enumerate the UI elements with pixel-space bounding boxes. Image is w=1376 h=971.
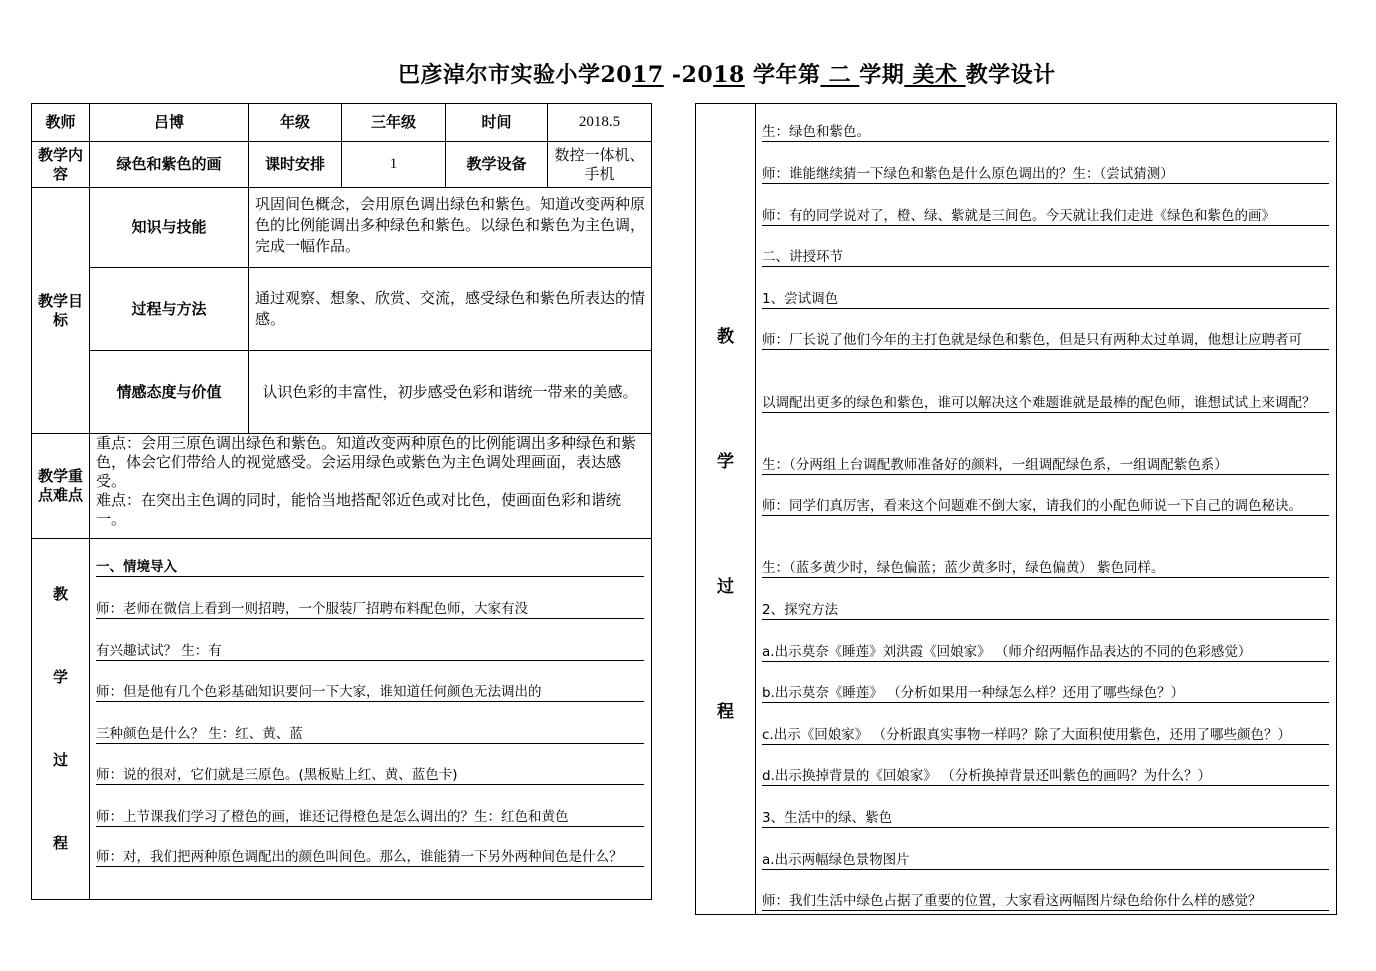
process-method-label: 过程与方法 [90,268,249,351]
keypoints-text [90,434,652,539]
process-label-right: 教 学 过 程 [696,104,756,914]
lesson-plan-table [31,103,652,900]
process-line: 3、生活中的绿、紫色 [762,810,1329,828]
page-title: 巴彦淖尔市实验小学2017 -2018 学年第 二 学期 美术 教学设计 [398,62,1056,88]
equipment-label: 教学设备 [446,142,548,188]
process-line: 一、情境导入 [96,559,644,577]
emotion-label: 情感态度与价值 [90,351,249,434]
process-line: 生：（蓝多黄少时，绿色偏蓝；蓝少黄多时，绿色偏黄） 紫色同样。 [762,560,1329,578]
hours-value: 1 [342,142,446,188]
content-label: 教学内容 [32,142,90,188]
process-line: 师：老师在微信上看到一则招聘，一个服装厂招聘布料配色师，大家有没 [96,601,644,619]
process-line: 二、讲授环节 [762,249,1329,267]
process-right-content [756,104,1336,914]
process-left-content [90,539,652,900]
process-line: 2、探究方法 [762,602,1329,620]
process-line: 以调配出更多的绿色和紫色，谁可以解决这个难题谁就是最棒的配色师，谁想试试上来调配？ [762,395,1329,413]
knowledge-text: 巩固间色概念，会用原色调出绿色和紫色。知道改变两种原色的比例能调出多种绿色和紫色。以绿色和紫色为主色调，完成一幅作品。 [249,188,652,268]
process-line: 师：但是他有几个色彩基础知识要问一下大家，谁知道任何颜色无法调出的 [96,684,644,702]
process-line: 师：我们生活中绿色占据了重要的位置，大家看这两幅图片绿色给你什么样的感觉？ [762,893,1329,911]
keypoints-key: 重点：会用三原色调出绿色和紫色。知道改变两种原色的比例能调出多种绿色和紫色，体会它们带给人的视觉感受。会运用绿色或紫色为主色调处理画面，表达感受。 [96,434,637,490]
equipment-value: 数控一体机、手机 [548,142,652,188]
process-line: 三种颜色是什么？ 生：红、黄、蓝 [96,726,644,744]
content-value: 绿色和紫色的画 [90,142,249,188]
process-line: 师：说的很对，它们就是三原色。(黑板贴上红、黄、蓝色卡) [96,767,644,785]
grade-value: 三年级 [342,104,446,142]
process-line: 师：有的同学说对了，橙、绿、紫就是三间色。今天就让我们走进《绿色和紫色的画》 [762,208,1329,226]
teacher-name: 吕博 [90,104,249,142]
process-line: 1、尝试调色 [762,291,1329,309]
process-line: 师：对，我们把两种原色调配出的颜色叫间色。那么，谁能猜一下另外两种间色是什么？ [96,849,644,867]
keypoints-difficulty: 难点：在突出主色调的同时，能恰当地搭配邻近色或对比色，使画面色彩和谐统一。 [96,491,622,528]
emotion-text: 认识色彩的丰富性，初步感受色彩和谐统一带来的美感。 [249,351,652,434]
process-method-text: 通过观察、想象、欣赏、交流，感受绿色和紫色所表达的情感。 [249,268,652,351]
process-line: 生：（分两组上台调配教师准备好的颜料，一组调配绿色系，一组调配紫色系） [762,457,1329,475]
process-line: 有兴趣试试？ 生：有 [96,643,644,661]
process-line: d.出示换掉背景的《回娘家》 （分析换掉背景还叫紫色的画吗？为什么？） [762,768,1329,786]
process-line: a.出示两幅绿色景物图片 [762,852,1329,870]
process-label-left: 教 学 过 程 [32,539,90,900]
keypoints-label: 教学重点难点 [32,434,90,539]
process-line: 师：谁能继续猜一下绿色和紫色是什么原色调出的？生：（尝试猜测） [762,166,1329,184]
goals-label: 教学目标 [32,188,90,434]
process-line: 师：上节课我们学习了橙色的画，谁还记得橙色是怎么调出的？生：红色和黄色 [96,809,644,827]
process-line: 师：厂长说了他们今年的主打色就是绿色和紫色，但是只有两种太过单调，他想让应聘者可 [762,332,1329,350]
time-label: 时间 [446,104,548,142]
process-continued-box [695,103,1337,915]
process-line: a.出示莫奈《睡莲》刘洪霞《回娘家》 （师介绍两幅作品表达的不同的色彩感觉） [762,644,1329,662]
process-line: 师：同学们真厉害，看来这个问题难不倒大家，请我们的小配色师说一下自己的调色秘诀。 [762,498,1329,516]
grade-label: 年级 [249,104,342,142]
process-line: c.出示《回娘家》 （分析跟真实事物一样吗？除了大面积使用紫色，还用了哪些颜色？） [762,727,1329,745]
teacher-label: 教师 [32,104,90,142]
process-line: 生：绿色和紫色。 [762,124,1329,142]
process-line: b.出示莫奈《睡莲》 （分析如果用一种绿怎么样？还用了哪些绿色？） [762,685,1329,703]
time-value: 2018.5 [548,104,652,142]
knowledge-label: 知识与技能 [90,188,249,268]
hours-label: 课时安排 [249,142,342,188]
